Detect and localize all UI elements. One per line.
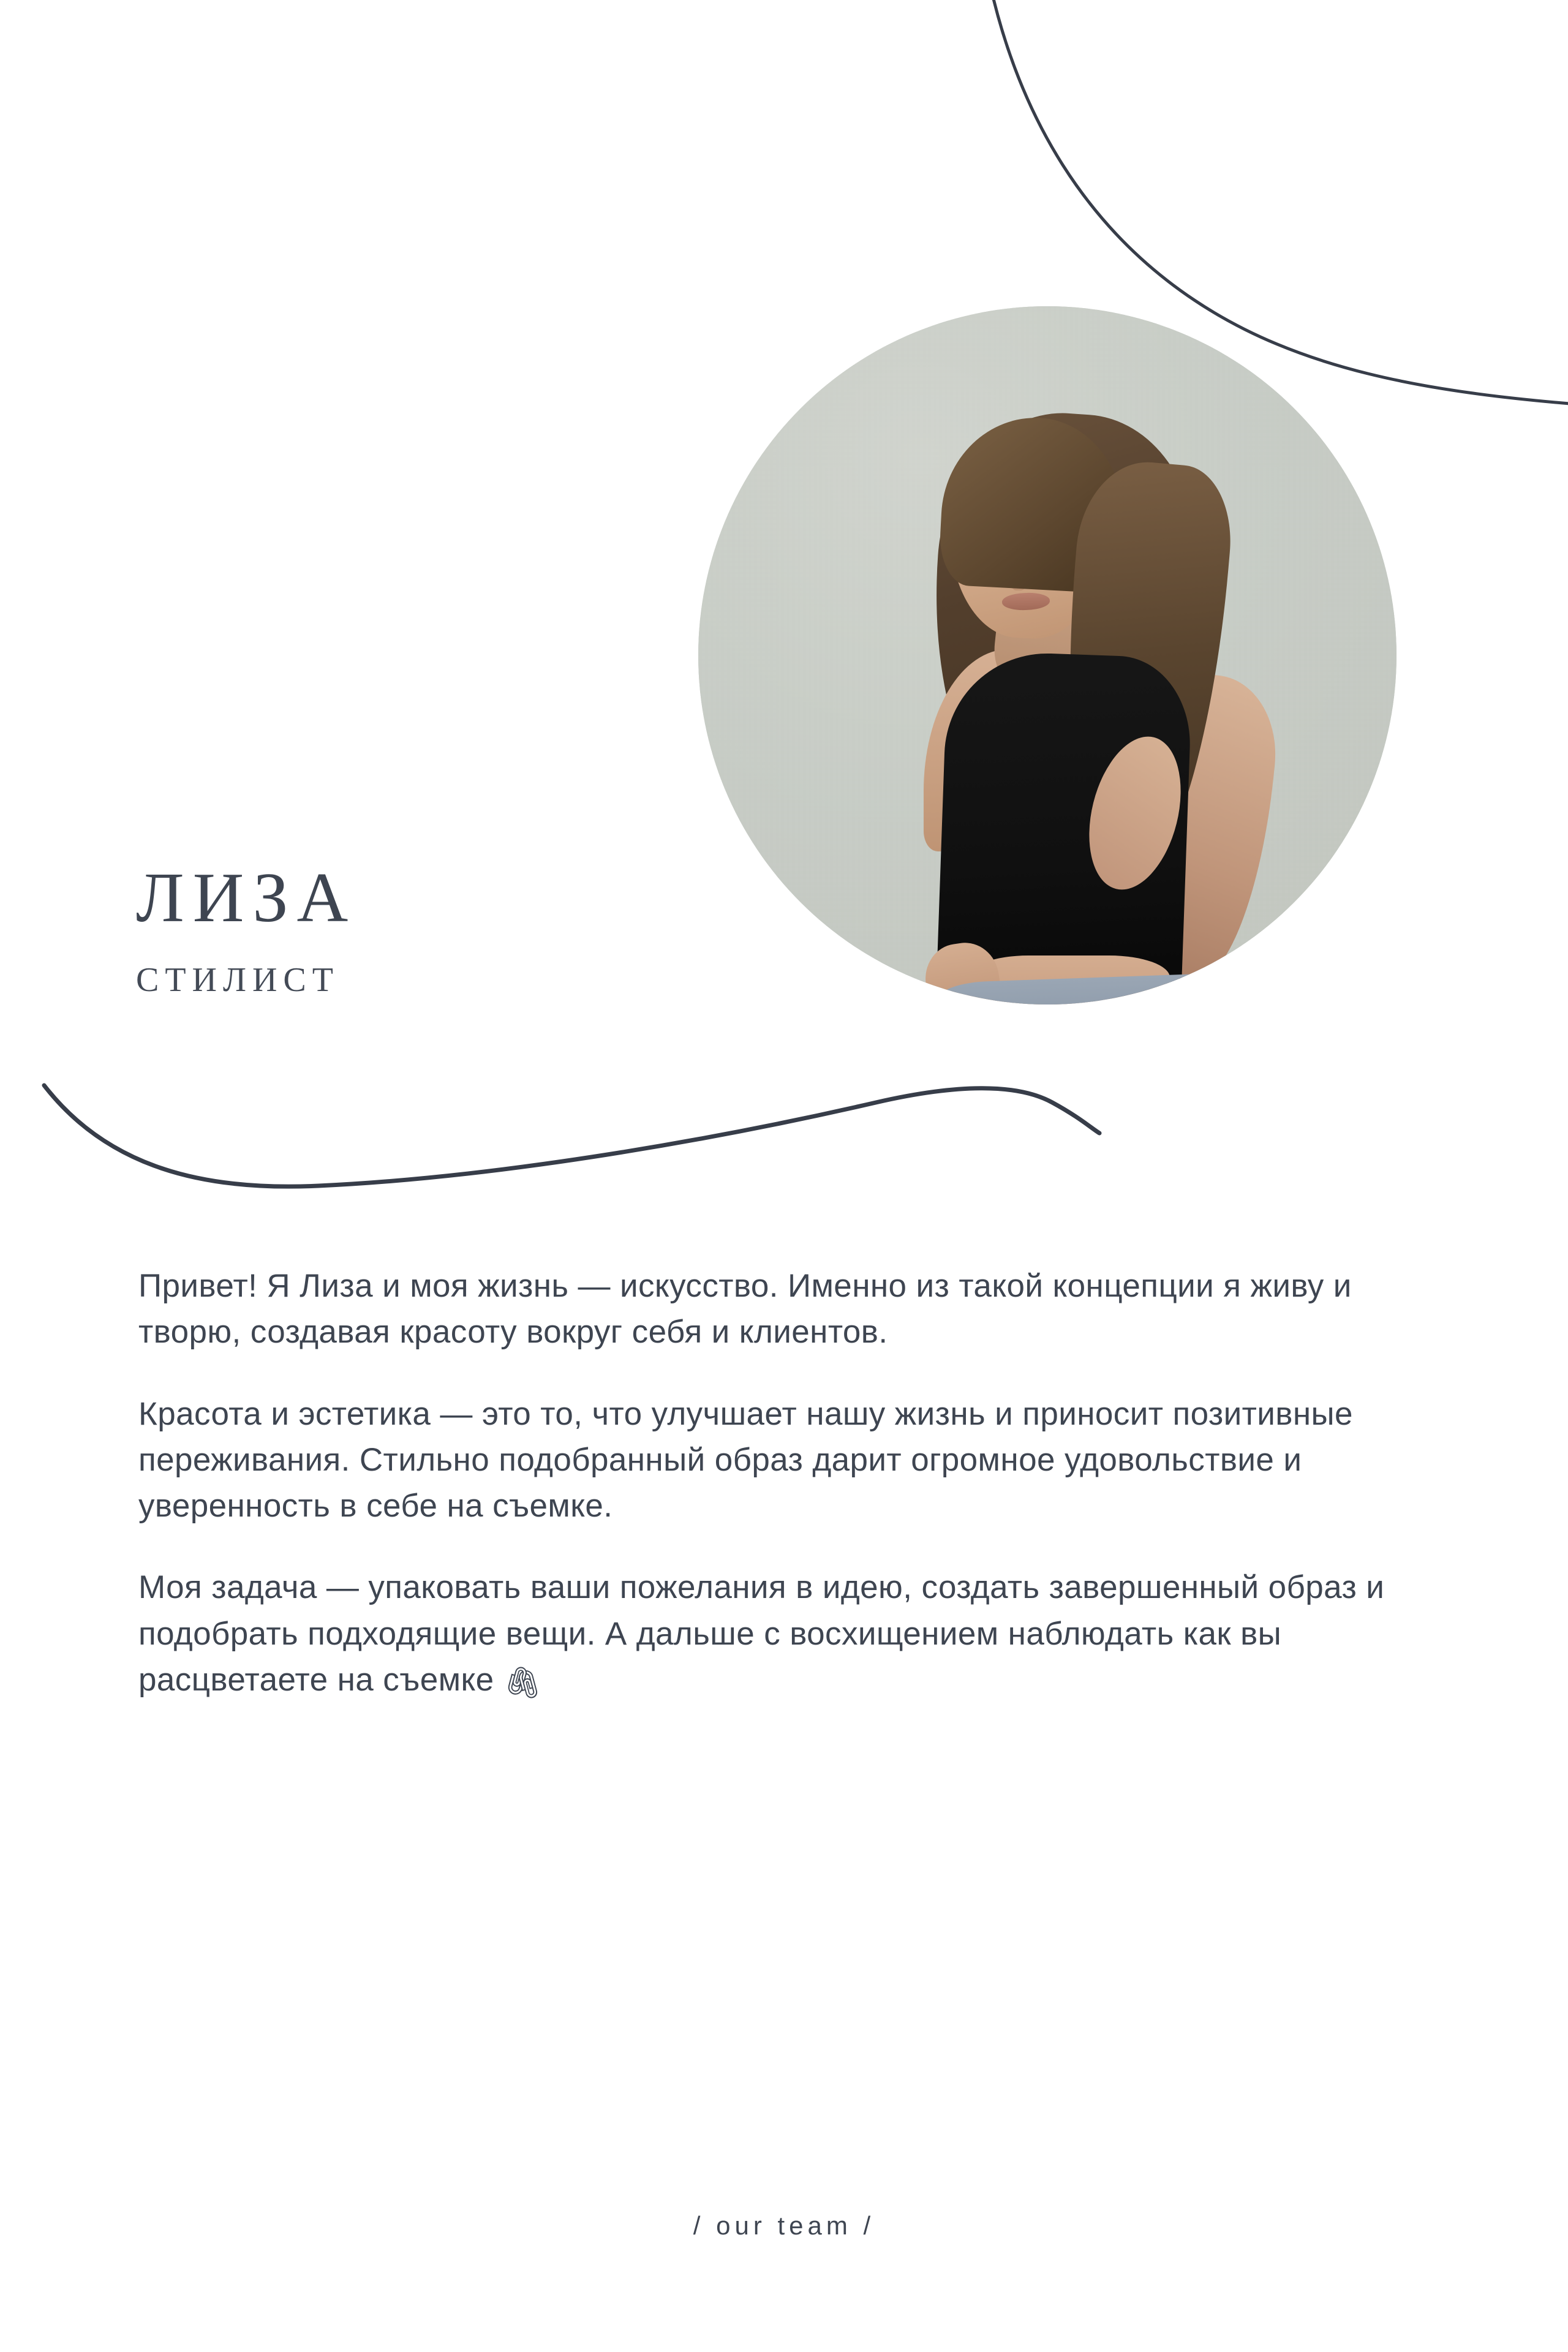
bio-paragraph-1: Привет! Я Лиза и моя жизнь — искусство. Именно из такой концепции я живу и творю, создавая красоту вокруг себя и клиентов. bbox=[138, 1268, 1352, 1351]
name-block bbox=[136, 859, 357, 999]
bio-paragraph-3 bbox=[138, 1564, 1431, 1705]
page-title: ЛИЗА bbox=[136, 859, 357, 937]
portrait-figure bbox=[698, 306, 1396, 1005]
bio-text-block bbox=[138, 1263, 1431, 1705]
footer-label: / our team / bbox=[693, 2211, 875, 2240]
bio-paragraph-2: Красота и эстетика — это то, что улучшает нашу жизнь и приносит позитивные переживания. Стильно подобранный образ дарит огромное удовольствие и уверенность в себе на съемке. bbox=[138, 1395, 1353, 1524]
bio-paragraph-3-text: Моя задача — упаковать ваши пожелания в идею, создать завершенный образ и подобрать подходящие вещи. А дальше с восхищением наблюдать как вы расцветаете на съемке bbox=[138, 1569, 1385, 1698]
mid-wave-curve-line bbox=[44, 1085, 1099, 1186]
role-subtitle: СТИЛИСТ bbox=[136, 961, 339, 999]
page-footer bbox=[0, 2211, 1568, 2241]
portrait-photo bbox=[698, 306, 1396, 1005]
paperclips-icon: 🖇 bbox=[503, 1665, 543, 1700]
